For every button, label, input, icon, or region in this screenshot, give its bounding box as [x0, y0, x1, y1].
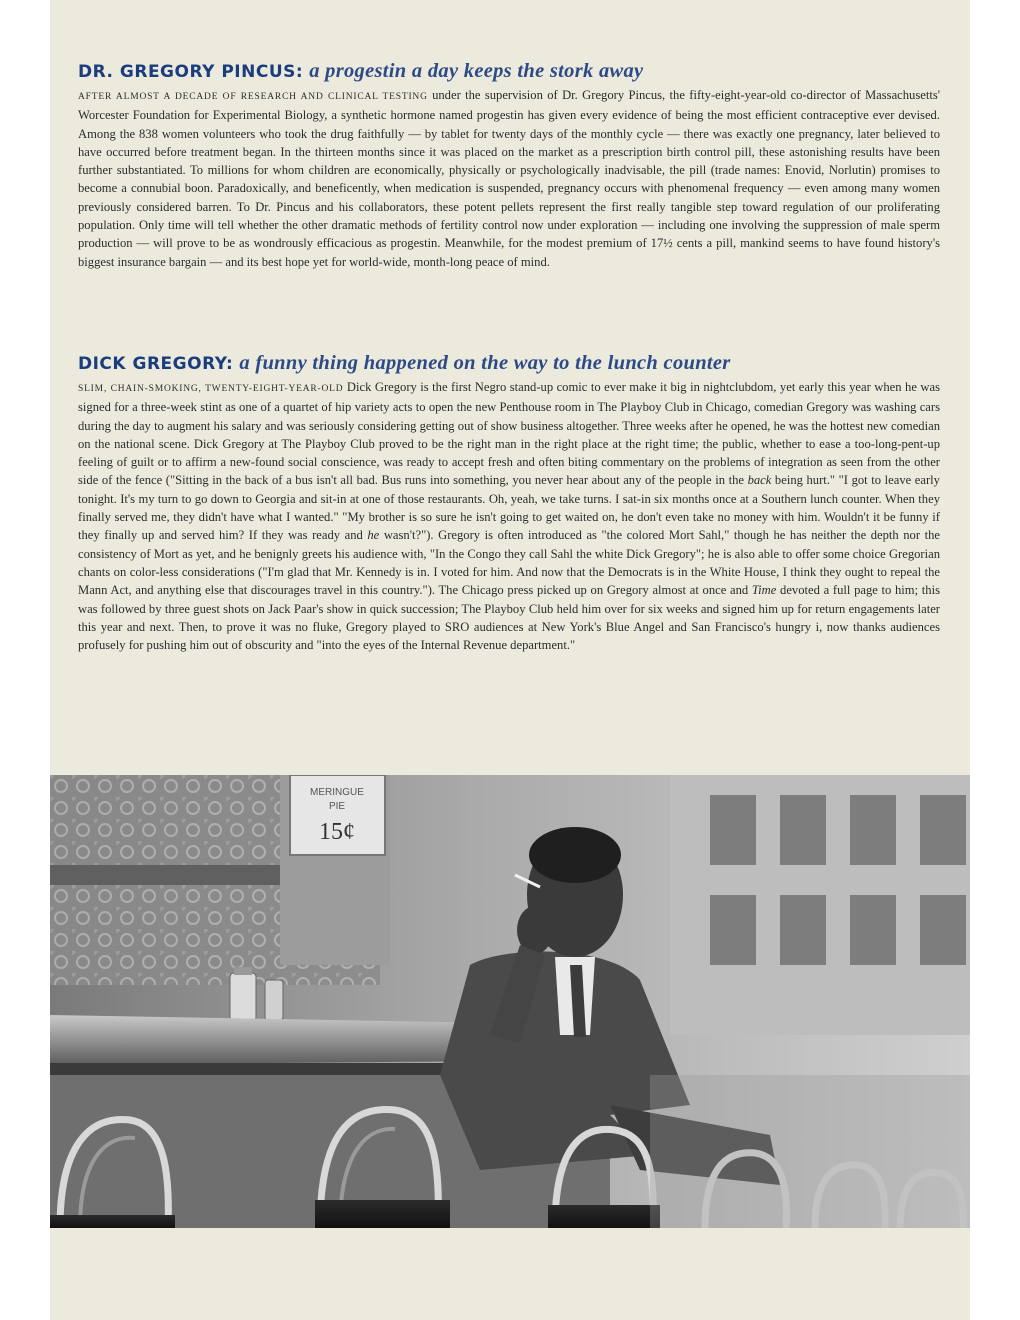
sign-text-pie: PIE — [328, 801, 346, 812]
body-text-part-4: devoted a full page to him; this was followed by three guest shots on Jack Paar's show in quick succession; The Playboy Club held him over for six weeks and signed him up for return engagements later this year and next. Then, to prove it was no fluke, Gregory played to SRO audiences at New York's Blue Angel and San Francisco's hungry i, now thanks audiences profusely for pushing him out of obscurity and "into the eyes of the Internal Revenue department." — [78, 583, 940, 653]
heading-subtitle: a funny thing happened on the way to the lunch counter — [239, 352, 731, 374]
italic-word-he: he — [367, 528, 380, 543]
body-text-part-3: wasn't?"). Gregory is often introduced as "the colored Mort Sahl," though he has neither the depth nor the consistency of Mort as yet, and he benignly greets his audience with, "In the Congo they call Sahl the white Dick Gregory"; he is also able to offer some choice Gregorian chants on color-less considerations ("I'm glad that Mr. Kennedy is in. I voted for him. And now that the Democrats is in the White House, I think they ought to repeal the Mann Act, and anything else that discourages travel in this country."). The Chicago press picked up on Gregory almost at once and — [78, 528, 941, 598]
italic-word-back: back — [747, 473, 772, 488]
lead-in: SLIM, CHAIN-SMOKING, TWENTY-EIGHT-YEAR-OLD — [78, 384, 344, 394]
article-heading — [78, 348, 940, 378]
lead-in: AFTER ALMOST A DECADE OF RESEARCH AND CLINICAL TESTING — [78, 92, 428, 102]
heading-subtitle: a progestin a day keeps the stork away — [309, 60, 644, 82]
body-text-part-2: being hurt." "I got to leave early tonight. It's my turn to go down to Georgia and sit-in at one of those restaurants. Oh, yeah, we take turns. I sat-in six months once at a Southern lunch counter. When they finally served me, they didn't have what I wanted." "My brother is so sure he isn't going to get waited on, he don't even take no money with him. Wouldn't it be funny if they finally up and served him? If they was ready and — [78, 473, 940, 543]
pie-sign — [290, 775, 385, 855]
magazine-page — [50, 0, 970, 1320]
sign-text-price: 15¢ — [319, 819, 355, 845]
article-pincus — [78, 56, 940, 271]
article-body — [78, 378, 940, 654]
heading-name: DICK GREGORY: — [78, 354, 234, 374]
lunch-counter-photo — [50, 775, 970, 1228]
body-text: under the supervision of Dr. Gregory Pincus, the fifty-eight-year-old co-director of Massachusetts' Worcester Foundation for Experimental Biology, a synthetic hormone named progestin has given every evidence of being the most efficient contraceptive ever devised. Among the 838 women volunteers who took the drug faithfully — by tablet for twenty days of the monthly cycle — there was exactly one pregnancy, later believed to have occurred before treatment began. In the thirteen months since it was placed on the market as a prescription birth control pill, these astonishing results have been further substantiated. To millions for whom children are economically, physically or psychologically inadvisable, the pill (trade names: Enovid, Norlutin) promises to become a connubial boon. Paradoxically, and beneficently, when medication is suspended, pregnancy occurs with phenomenal frequency — even among many women previously considered barren. To Dr. Pincus and his collaborators, these potent pellets represent the first really tangible step toward regulation of our proliferating population. Only time will tell whether the other dramatic methods of fertility control now under exploration — including one involving the suppression of male sperm production — will prove to be as wondrously efficacious as progestin. Meanwhile, for the modest premium of 17½ cents a pill, mankind seems to have found history's biggest insurance bargain — and its best hope yet for world-wide, month-long peace of mind. — [78, 88, 941, 269]
body-text-part-1: Dick Gregory is the first Negro stand-up comic to ever make it big in nightclubdom, yet early this year when he was signed for a three-week stint as one of a quartet of hip variety acts to open the new Penthouse room in The Playboy Club in Chicago, comedian Gregory was washing cars during the day to augment his salary and was seriously considering getting out of show business altogether. Three weeks after he opened, he was the hottest new comedian on the national scene. Dick Gregory at The Playboy Club proved to be the right man in the right place at the right time; the public, whether to ease a too-long-pent-up feeling of guilt or to affirm a new-found social conscience, was ready to accept fresh and often biting commentary on the problems of integration as seen from the other side of the fence ("Sitting in the back of a bus isn't all bad. Bus runs into something, you never hear about any of the people in the — [78, 380, 940, 488]
heading-name: DR. GREGORY PINCUS: — [78, 62, 304, 82]
italic-word-time: Time — [751, 583, 777, 598]
article-body — [78, 86, 940, 271]
article-dick-gregory — [78, 348, 940, 654]
sign-text-meringue: MERINGUE — [310, 787, 364, 798]
article-heading — [78, 56, 940, 86]
